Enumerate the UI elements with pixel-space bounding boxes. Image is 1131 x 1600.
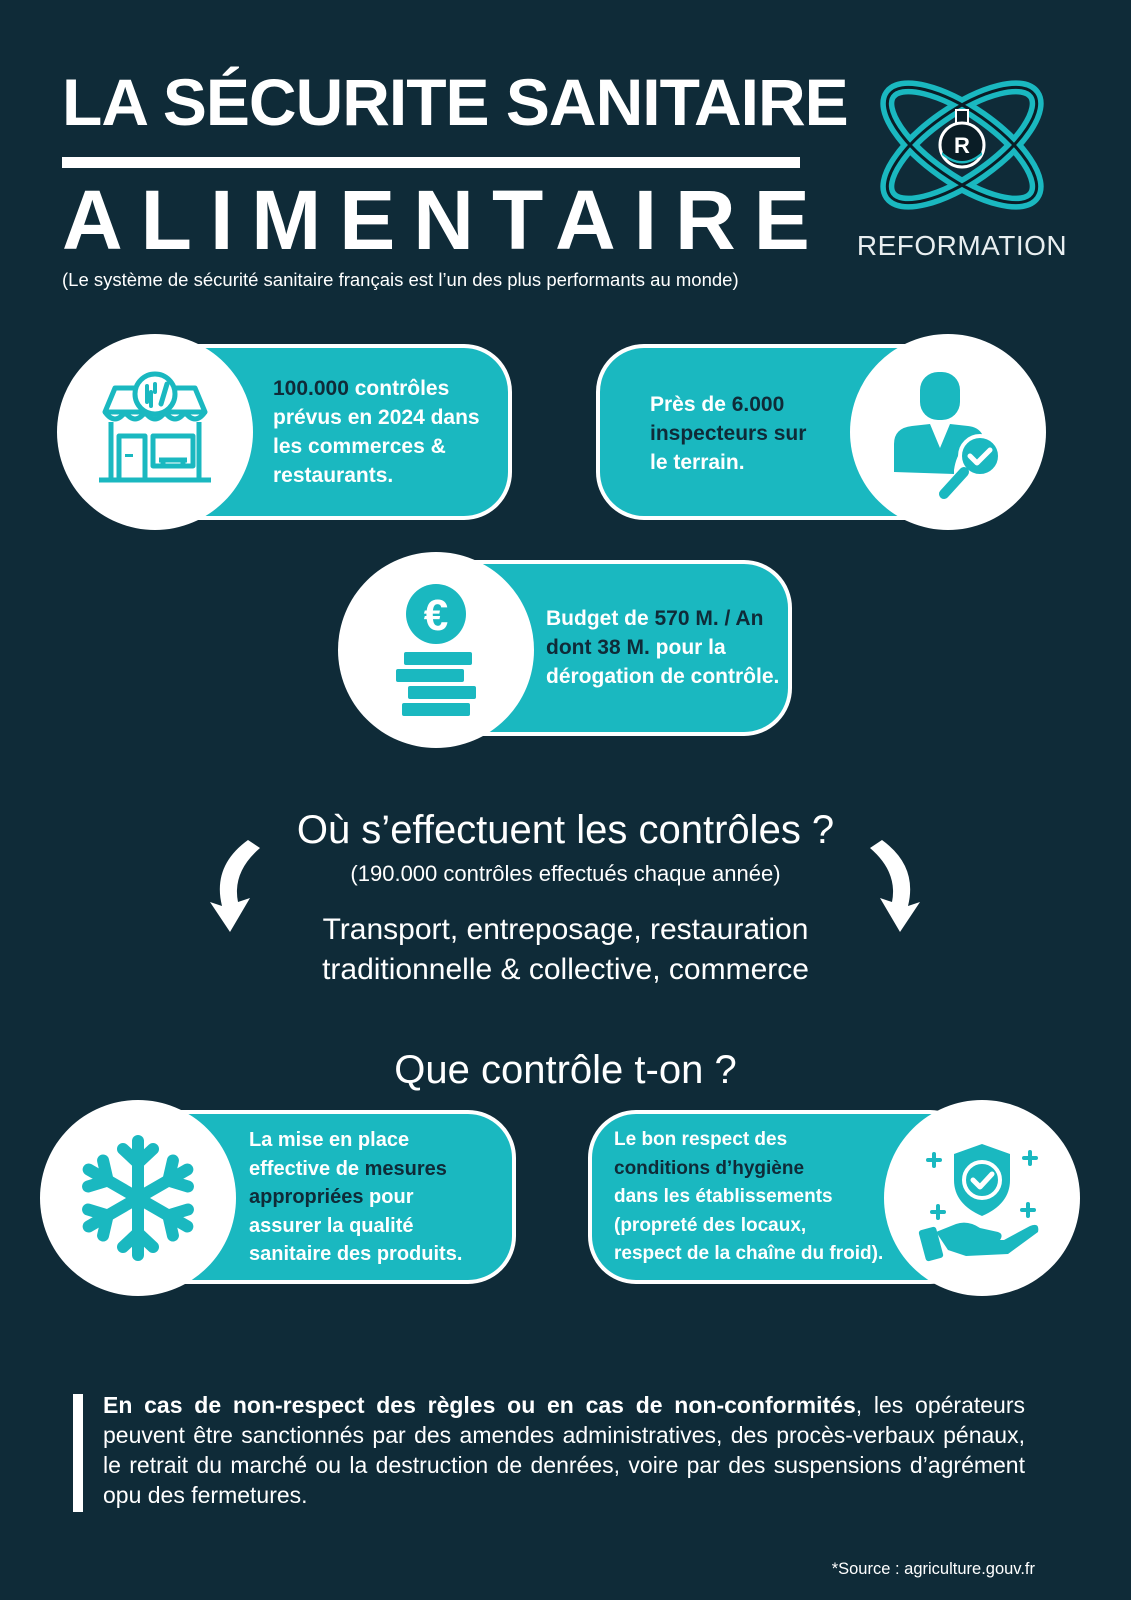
budget-text — [546, 604, 779, 691]
budget-derogation-amount: dont 38 M. — [546, 636, 650, 659]
controls-number: 100.000 — [273, 377, 349, 400]
hygiene-line-5: respect de la chaîne du froid). — [614, 1243, 884, 1264]
where-line-1: Transport, entreposage, restauration — [322, 913, 809, 946]
measures-line-5: sanitaire des produits. — [249, 1243, 463, 1265]
controls-line-3: les commerces & — [273, 435, 446, 458]
controls-line-4: restaurants. — [273, 464, 394, 487]
hygiene-line-3: dans les établissements — [614, 1186, 833, 1207]
subtitle: (Le système de sécurité sanitaire français est l’un des plus performants au monde) — [62, 269, 739, 290]
curved-arrow-left-icon — [208, 836, 278, 936]
inspectors-prefix: Près de — [650, 393, 732, 416]
controls-icon-circle — [57, 334, 253, 530]
curved-arrow-right-icon — [852, 836, 922, 936]
measures-line-2: effective de — [249, 1157, 365, 1180]
snowflake-icon — [73, 1133, 203, 1263]
sanctions-note-rest: , les opérateurs peuvent être sanctionnés par des amendes administratives, des procès-verbaux pénaux, le retrait du marché ou la destruction de denrées, voire par des suspensions d’agrément opu des fermetures. — [103, 1392, 1026, 1508]
measures-line-3: pour — [363, 1186, 414, 1208]
footer-accent-bar — [73, 1394, 83, 1512]
inspectors-icon-circle — [850, 334, 1046, 530]
budget-icon-circle — [338, 552, 534, 748]
title-line-1: LA SÉCURITE SANITAIRE — [62, 65, 848, 139]
hygiene-text — [614, 1126, 883, 1269]
hygiene-line-2: conditions d’ — [614, 1157, 733, 1179]
where-body — [0, 910, 1131, 990]
budget-line-3: dérogation de contrôle. — [546, 665, 780, 688]
inspector-magnifier-icon — [878, 362, 1018, 502]
inspectors-line-3: le terrain. — [650, 451, 745, 474]
logo-badge-letter: R — [954, 133, 970, 158]
where-title: Où s’effectuent les contrôles ? — [296, 808, 835, 852]
restaurant-storefront-icon — [85, 362, 225, 502]
source-note: *Source : agriculture.gouv.fr — [831, 1560, 1035, 1578]
budget-line-2: pour la — [649, 636, 726, 659]
controls-text — [273, 374, 480, 490]
sanctions-note — [103, 1390, 1025, 1510]
controls-line-2: prévus en 2024 dans — [273, 406, 480, 429]
measures-icon-circle — [40, 1100, 236, 1296]
hygiene-line-1: Le bon respect des — [614, 1129, 788, 1150]
hygiene-highlight: hygiène — [732, 1157, 805, 1179]
euro-coins-icon — [366, 580, 506, 720]
sanctions-note-bold: En cas de non-respect des règles ou en cas de non-conformités — [103, 1392, 856, 1418]
controls-line-1: contrôles — [348, 377, 450, 400]
measures-line-1: La mise en place — [249, 1129, 410, 1151]
budget-prefix: Budget de — [546, 607, 655, 630]
budget-amount: 570 M. / An — [654, 607, 764, 630]
inspectors-line-2: inspecteurs sur — [650, 422, 807, 445]
what-title: Que contrôle t-on ? — [394, 1048, 737, 1092]
measures-highlight-1: mesures — [364, 1157, 447, 1180]
where-line-2: traditionnelle & collective, commerce — [322, 953, 809, 986]
where-subtitle: (190.000 contrôles effectués chaque année) — [350, 861, 781, 886]
title-divider — [62, 157, 800, 168]
measures-line-4: assurer la qualité — [249, 1214, 414, 1237]
hygiene-icon-circle — [884, 1100, 1080, 1296]
inspectors-text — [650, 390, 806, 477]
title-line-2: ALIMENTAIRE — [62, 173, 828, 267]
hand-shield-check-icon — [912, 1128, 1052, 1268]
measures-text — [249, 1126, 462, 1269]
logo-text: REFORMATION — [856, 230, 1068, 261]
measures-highlight-2: appropriées — [249, 1186, 364, 1208]
svg-text:€: € — [423, 591, 449, 640]
hygiene-line-4: (propreté des locaux, — [614, 1214, 807, 1236]
inspectors-number: 6.000 — [731, 393, 785, 416]
